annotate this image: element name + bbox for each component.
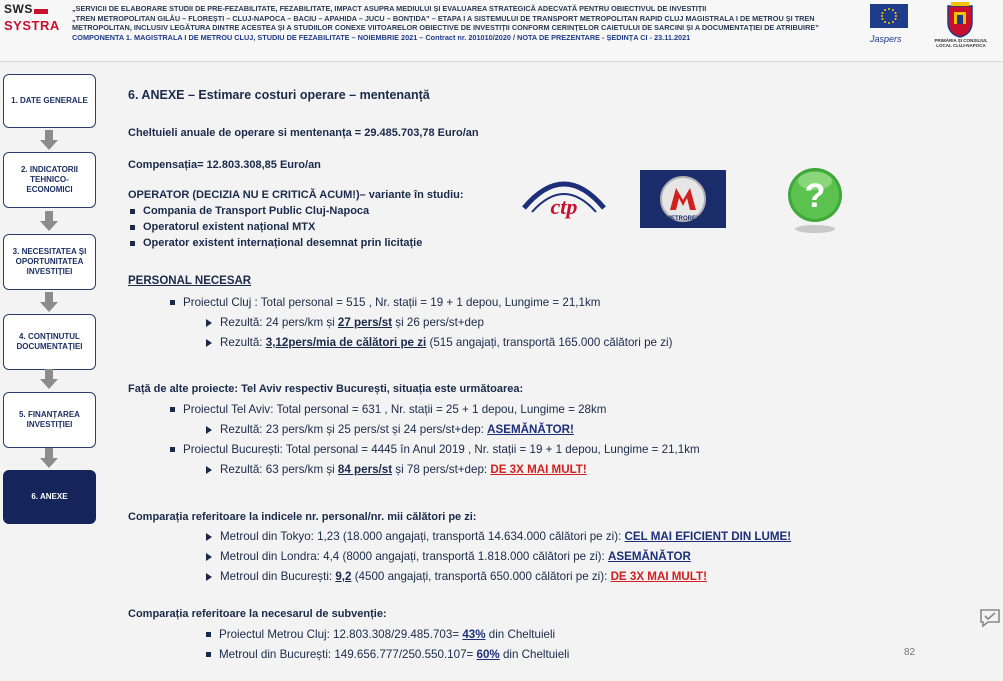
tokyo-comparison: Metroul din Tokyo: 1,23 (18.000 angajați, transportă 14.634.000 călători pe zi): CEL MAI EFICIENT DIN LUME! (206, 530, 791, 543)
metrorex-logo (640, 170, 726, 228)
nav-item-date-generale[interactable] (3, 74, 96, 128)
cluj-subsidy: Proiectul Metrou Cluj: 12.803.308/29.485.703= 43% din Cheltuieli (206, 628, 555, 641)
question-mark-icon (785, 165, 845, 235)
bullet-icon (130, 241, 135, 246)
operator-option: Operator existent internațional desemnat prin licitație (130, 237, 422, 249)
arrow-bullet-icon (206, 553, 212, 561)
document-header (0, 0, 1003, 62)
down-arrow-icon (40, 369, 58, 389)
other-projects-heading: Față de alte proiecte: Tel Aviv respectiv București, situația este următoarea: (128, 383, 524, 395)
bucuresti-metro-comparison: Metroul din București: 9,2 (4500 angajați, transportă 650.000 călători pe zi): DE 3X MAI MULT! (206, 570, 707, 583)
sws-systra-logo (4, 2, 60, 42)
arrow-bullet-icon (206, 319, 212, 327)
ctp-logo-text: ctp (550, 194, 578, 219)
operator-option: Compania de Transport Public Cluj-Napoca (130, 205, 369, 217)
metrorex-logo-text: METROREX (665, 216, 701, 222)
arrow-bullet-icon (206, 339, 212, 347)
down-arrow-icon (40, 130, 58, 150)
personnel-heading: PERSONAL NECESAR (128, 275, 252, 287)
nav-item-anexe[interactable] (3, 470, 96, 524)
comparison-personnel-heading: Comparația referitoare la indicele nr. personal/nr. mii călători pe zi: (128, 511, 477, 523)
down-arrow-icon (40, 292, 58, 312)
arrow-bullet-icon (206, 426, 212, 434)
nav-item-label: 2. INDICATORII TEHNICO-ECONOMICI (20, 165, 79, 194)
bullet-icon (130, 225, 135, 230)
bullet-icon (206, 652, 211, 657)
logo-sws-text: SWS (4, 2, 33, 16)
crest-caption: PRIMĂRIA ȘI CONSILIUL LOCAL CLUJ-NAPOCA (934, 38, 988, 48)
arrow-bullet-icon (206, 573, 212, 581)
nav-item-finantarea[interactable] (3, 392, 96, 448)
bullet-icon (130, 209, 135, 214)
header-line-1: „SERVICII DE ELABORARE STUDII DE PRE-FEZABILITATE, FEZABILITATE, IMPACT ASUPRA MEDIULUI ȘI EVALUAREA STRATEGICĂ ADECVATĂ PENTRU OBIECTIVUL DE INVESTIȚII (72, 4, 707, 13)
nav-item-label: 6. ANEXE (31, 492, 68, 501)
nav-item-indicatori[interactable] (3, 152, 96, 208)
cluj-project: Proiectul Cluj : Total personal = 515 , Nr. stații = 19 + 1 depou, Lungime = 21,1km (170, 296, 600, 309)
slide-content (126, 80, 996, 680)
telaviv-result: Rezultă: 23 pers/km și 25 pers/st și 24 pers/st+dep: ASEMĂNĂTOR! (206, 423, 574, 436)
arrow-bullet-icon (206, 466, 212, 474)
telaviv-project: Proiectul Tel Aviv: Total personal = 631 , Nr. stații = 25 + 1 depou, Lungime = 28km (170, 403, 606, 416)
operator-heading: OPERATOR (DECIZIA NU E CRITICĂ ACUM!)– variante în studiu: (128, 189, 464, 201)
nav-item-label: 1. DATE GENERALE (11, 96, 88, 105)
logo-systra-text: SYSTRA (4, 18, 60, 33)
ctp-logo (518, 170, 610, 222)
bucuresti-result: Rezultă: 63 pers/km și 84 pers/st și 78 pers/st+dep: DE 3X MAI MULT! (206, 463, 587, 476)
eu-flag-icon (870, 4, 908, 28)
down-arrow-icon (40, 211, 58, 231)
cluj-result-2: Rezultă: 3,12pers/mia de călători pe zi (515 angajați, transportă 165.000 călători pe zi) (206, 336, 672, 349)
nav-item-continutul[interactable] (3, 314, 96, 370)
operator-option: Operatorul existent național MTX (130, 221, 315, 233)
bucuresti-subsidy: Metroul din București: 149.656.777/250.550.107= 60% din Cheltuieli (206, 648, 569, 661)
bullet-icon (170, 447, 175, 452)
chat-bubble-icon[interactable] (978, 606, 1002, 630)
bucuresti-project: Proiectul București: Total personal = 4445 în Anul 2019 , Nr. stații = 19 + 1 depou, Lungime = 21,1km (170, 443, 700, 456)
header-line-3: COMPONENTA 1. MAGISTRALA I DE METROU CLUJ, STUDIU DE FEZABILITATE – NOIEMBRIE 2021 – Contract nr. 201010/2020 / NOTA DE PREZENTARE - ȘEDINȚA CI - 23.11.2021 (72, 32, 691, 42)
arrow-bullet-icon (206, 533, 212, 541)
section-sidebar (0, 66, 110, 681)
bullet-icon (170, 300, 175, 305)
nav-item-label: 3. NECESITATEA ȘI OPORTUNITATEA INVESTIȚIEI (12, 247, 87, 276)
question-mark-text: ? (804, 177, 826, 215)
page-number: 82 (904, 647, 916, 658)
nav-item-label: 4. CONȚINUTUL DOCUMENTAȚIEI (16, 332, 83, 351)
jaspers-logo: Jaspers (870, 34, 902, 44)
bullet-icon (170, 407, 175, 412)
london-comparison: Metroul din Londra: 4,4 (8000 angajați, transportă 1.818.000 călători pe zi): ASEMĂNĂTOR (206, 550, 691, 563)
header-text (72, 4, 862, 42)
header-line-2: „TREN METROPOLITAN GILĂU – FLOREȘTI – CLUJ-NAPOCA – BACIU – APAHIDA – JUCU – BONȚIDA” – ETAPA I A SISTEMULUI DE TRANSPORT METROPOLITAN RAPID CLUJ MAGISTRALA I DE METROU ȘI TREN METROPOLITAN, INCLUSIV LEGĂTURA DINTRE ACESTEA ȘI A STUDIILOR CONEXE VIITOARELOR OBIECTIVE DE INVESTIȚII CONFORM CERINȚELOR CAIETULUI DE SARCINI ȘI A DOCUMENTAȚIEI DE ATRIBUIRE” (72, 13, 819, 33)
slide-title: 6. ANEXE – Estimare costuri operare – mentenanță (128, 88, 430, 102)
nav-item-necesitatea[interactable] (3, 234, 96, 290)
down-arrow-icon (40, 448, 58, 468)
annual-costs: Cheltuieli anuale de operare si mentenanța = 29.485.703,78 Euro/an (128, 127, 479, 139)
cluj-result-1: Rezultă: 24 pers/km și 27 pers/st și 26 pers/st+dep (206, 316, 484, 329)
nav-item-label: 5. FINANȚAREA INVESTIȚIEI (19, 410, 80, 429)
logo-bar (34, 9, 48, 14)
compensation: Compensația= 12.803.308,85 Euro/an (128, 159, 321, 171)
bullet-icon (206, 632, 211, 637)
cluj-crest-icon (946, 2, 974, 38)
comparison-subsidy-heading: Comparația referitoare la necesarul de subvenție: (128, 608, 387, 620)
